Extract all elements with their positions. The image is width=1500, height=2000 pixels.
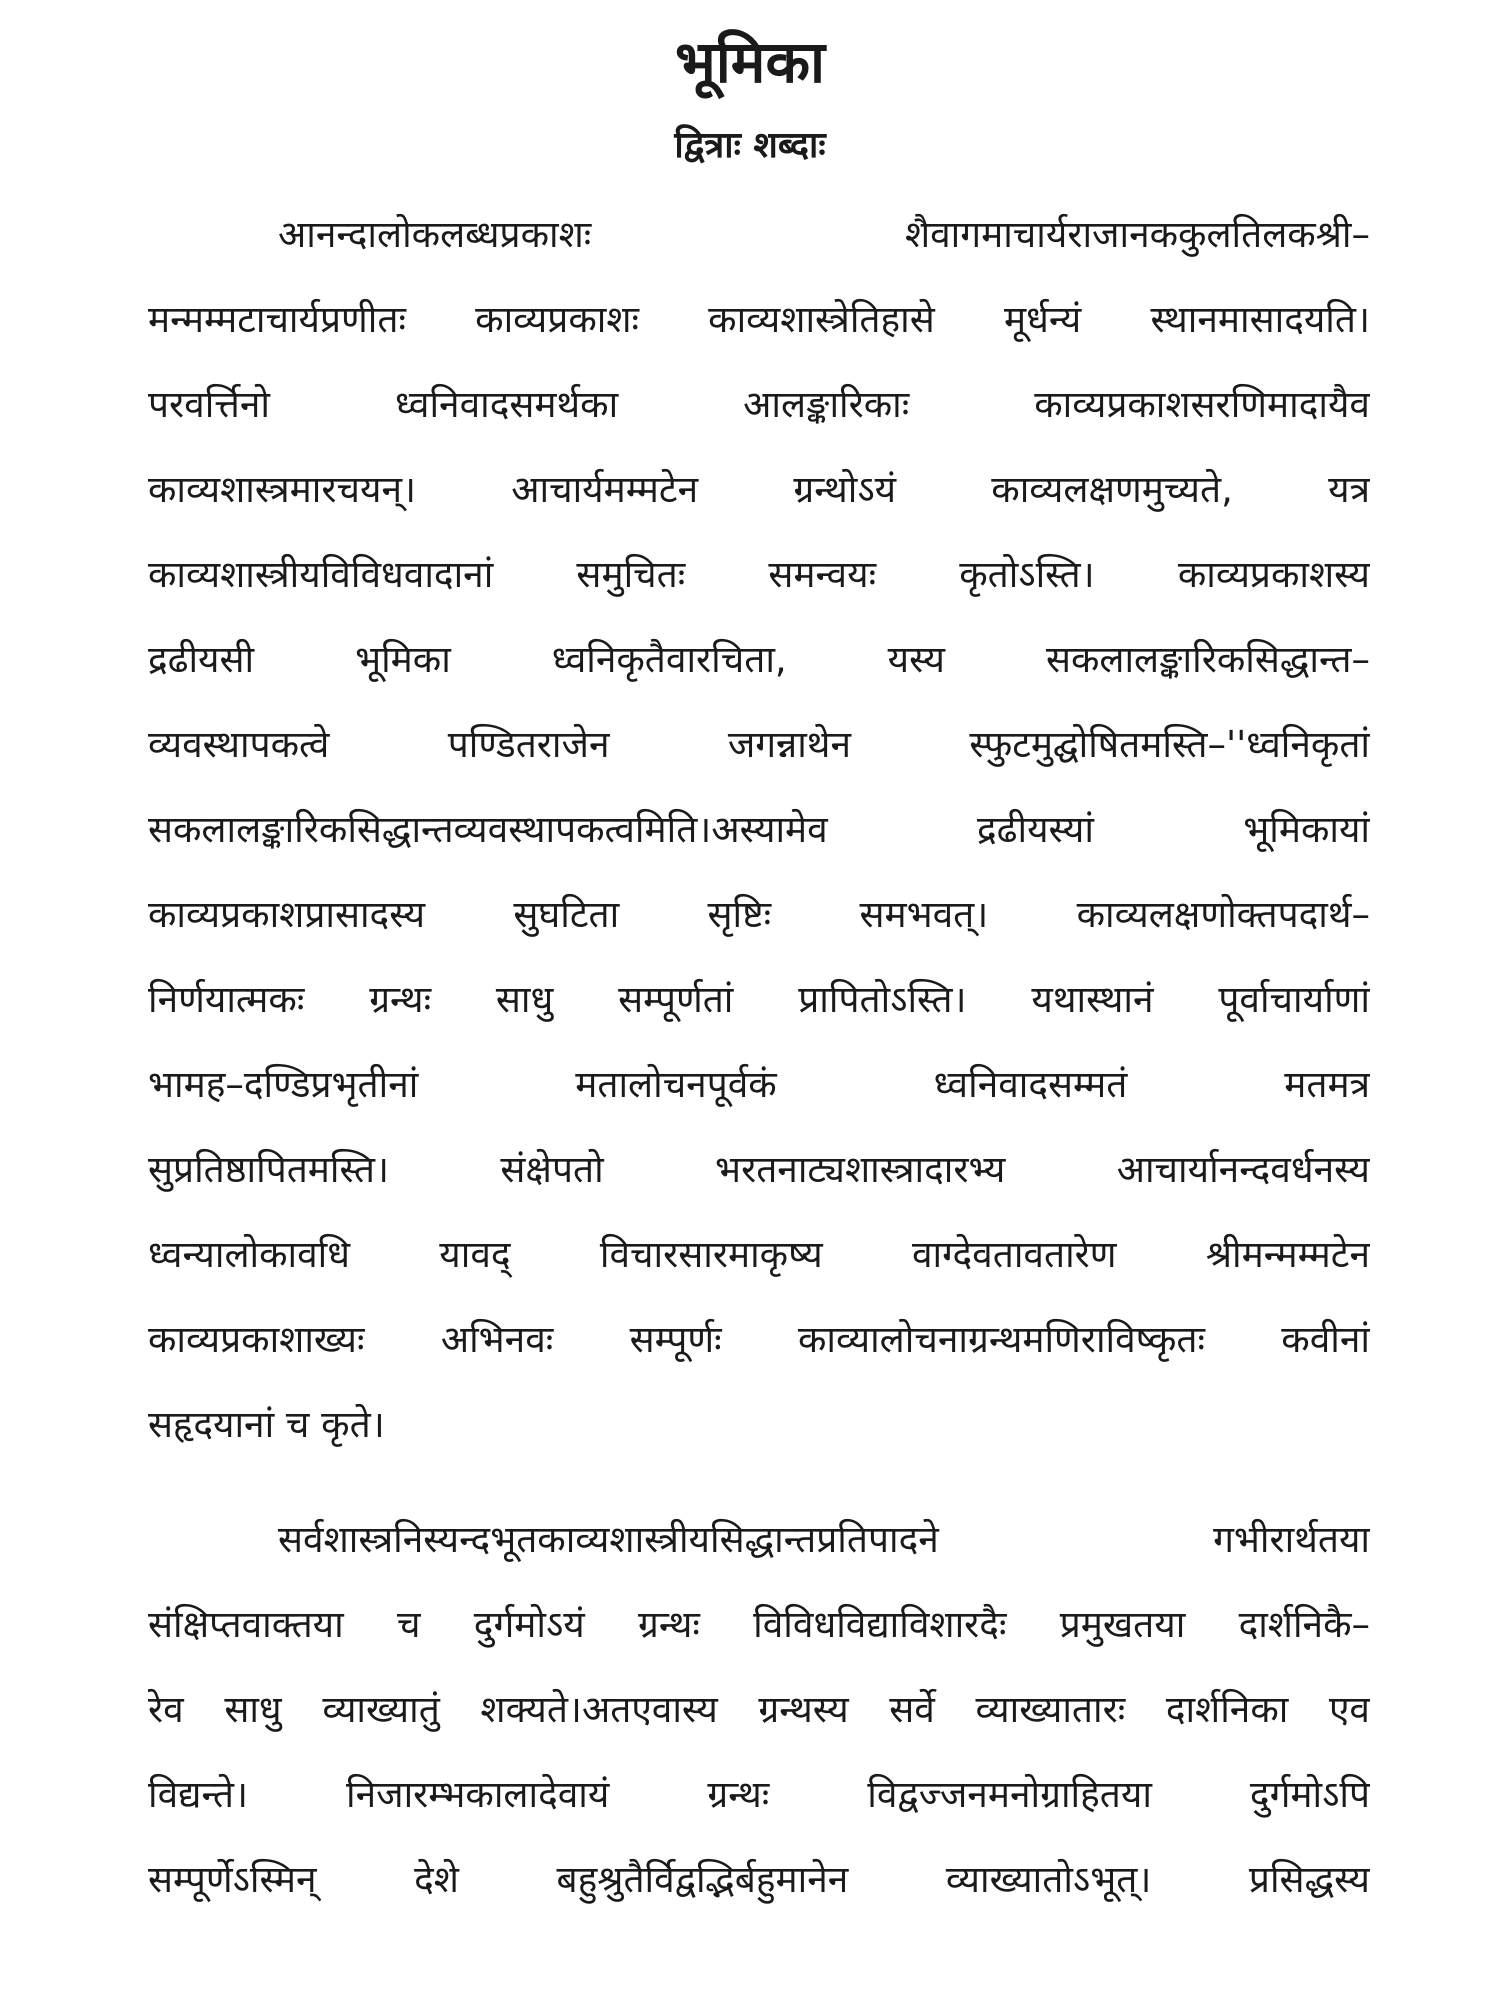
section-subtitle: द्वित्राः शब्दाः [674,125,826,166]
text-line: सकलालङ्कारिकसिद्धान्तव्यवस्थापकत्वमिति।अस्यामेव द्रढीयस्यां भूमिकायां [148,808,1370,851]
text-line: काव्यशास्त्रमारचयन्। आचार्यमम्मटेन ग्रन्थोऽयं काव्यलक्षणमुच्यते, यत्र [148,468,1370,511]
text-line: काव्यप्रकाशाख्यः अभिनवः सम्पूर्णः काव्यालोचनाग्रन्थमणिराविष्कृतः कवीनां [148,1318,1370,1361]
text-line: सुप्रतिष्ठापितमस्ति। संक्षेपतो भरतनाट्यशास्त्रादारभ्य आचार्यानन्दवर्धनस्य [148,1148,1370,1191]
text-line: सम्पूर्णेऽस्मिन् देशे बहुश्रुतैर्विद्वद्भिर्बहुमानेन व्याख्यातोऽभूत्। प्रसिद्धस्य [148,1858,1370,1901]
text-line: द्रढीयसी भूमिका ध्वनिकृतैवारचिता, यस्य सकलालङ्कारिकसिद्धान्त– [148,638,1370,681]
text-line: ध्वन्यालोकावधि यावद् विचारसारमाकृष्य वाग्देवतावतारेण श्रीमन्मम्मटेन [148,1233,1370,1276]
text-line: विद्यन्ते। निजारम्भकालादेवायं ग्रन्थः विद्वज्जनमनोग्राहितया दुर्गमोऽपि [148,1773,1370,1816]
text-line: काव्यप्रकाशप्रासादस्य सुघटिता सृष्टिः समभवत्। काव्यलक्षणोक्तपदार्थ– [148,893,1370,936]
text-line: रेव साधु व्याख्यातुं शक्यते।अतएवास्य ग्रन्थस्य सर्वे व्याख्यातारः दार्शनिका एव [148,1688,1370,1731]
text-line: परवर्त्तिनो ध्वनिवादसमर्थका आलङ्कारिकाः काव्यप्रकाशसरणिमादायैव [148,383,1370,426]
text-line: काव्यशास्त्रीयविविधवादानां समुचितः समन्वयः कृतोऽस्ति। काव्यप्रकाशस्य [148,553,1370,596]
text-line: भामह–दण्डिप्रभृतीनां मतालोचनपूर्वकं ध्वनिवादसम्मतं मतमत्र [148,1063,1370,1106]
text-line: आनन्दालोकलब्धप्रकाशः शैवागमाचार्यराजानककुलतिलकश्री– [278,213,1370,256]
text-line: निर्णयात्मकः ग्रन्थः साधु सम्पूर्णतां प्रापितोऽस्ति। यथास्थानं पूर्वाचार्याणां [148,978,1370,1021]
text-line: सहृदयानां च कृते। [148,1403,385,1446]
text-line: मन्मम्मटाचार्यप्रणीतः काव्यप्रकाशः काव्यशास्त्रेतिहासे मूर्धन्यं स्थानमासादयति। [148,298,1370,341]
page-title: भूमिका [674,28,826,96]
text-line: व्यवस्थापकत्वे पण्डितराजेन जगन्नाथेन स्फुटमुद्घोषितमस्ति–''ध्वनिकृतां [148,723,1370,766]
text-line: सर्वशास्त्रनिस्यन्दभूतकाव्यशास्त्रीयसिद्धान्तप्रतिपादने गभीरार्थतया [278,1518,1370,1561]
text-line: संक्षिप्तवाक्तया च दुर्गमोऽयं ग्रन्थः विविधविद्याविशारदैः प्रमुखतया दार्शनिकै– [148,1603,1370,1646]
